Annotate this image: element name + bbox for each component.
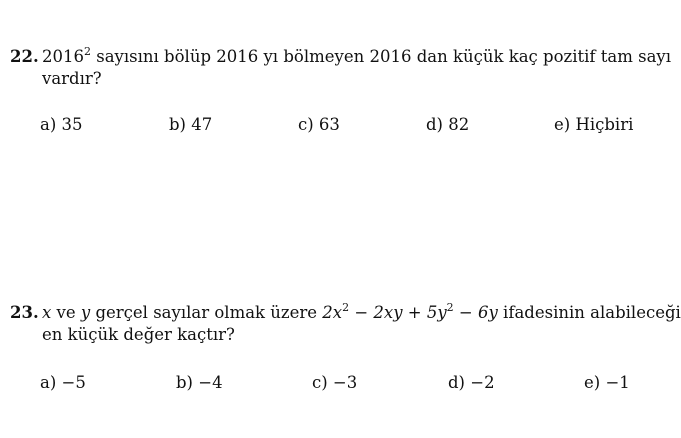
word-and: ve [51,303,81,322]
variable-y: y [80,303,91,322]
question-text-mid: gerçel sayılar olmak üzere [90,303,323,322]
question-text [10,301,681,346]
choice-c[interactable]: c) 63 [298,115,340,134]
choice-a[interactable]: a) 35 [40,115,83,134]
question-text-end: ifadesinin alabileceği [497,303,681,322]
expression-term-2: − 2xy + 5y [349,303,447,322]
base-number: 2016 [42,47,84,66]
question-text [10,45,672,90]
choice-b[interactable]: b) −4 [176,373,223,392]
expression-term-3: − 6y [453,303,498,322]
variable-x: x [42,303,52,322]
choice-d[interactable]: d) 82 [426,115,470,134]
choice-a[interactable]: a) −5 [40,373,86,392]
question-line-1-rest: sayısını bölüp 2016 yı bölmeyen 2016 dan küçük kaç pozitif tam sayı [91,47,672,66]
choice-e[interactable]: e) −1 [584,373,630,392]
problem-22 [10,45,672,138]
question-line-2: vardır? [42,69,102,88]
choice-d[interactable]: d) −2 [448,373,495,392]
exponent: 2 [342,301,350,314]
question-line-2: en küçük değer kaçtır? [42,325,235,344]
problem-23 [10,301,681,396]
answer-choices [10,114,634,138]
question-number: 22. [10,47,39,66]
expression-term-1: 2x [322,303,343,322]
question-number: 23. [10,303,39,322]
question-line-1 [42,301,681,324]
choice-b[interactable]: b) 47 [169,115,213,134]
question-line-1 [42,45,672,68]
answer-choices [10,372,629,396]
exponent: 2 [446,301,454,314]
choice-e[interactable]: e) Hiçbiri [554,115,634,134]
choice-c[interactable]: c) −3 [312,373,358,392]
exponent: 2 [84,45,91,58]
